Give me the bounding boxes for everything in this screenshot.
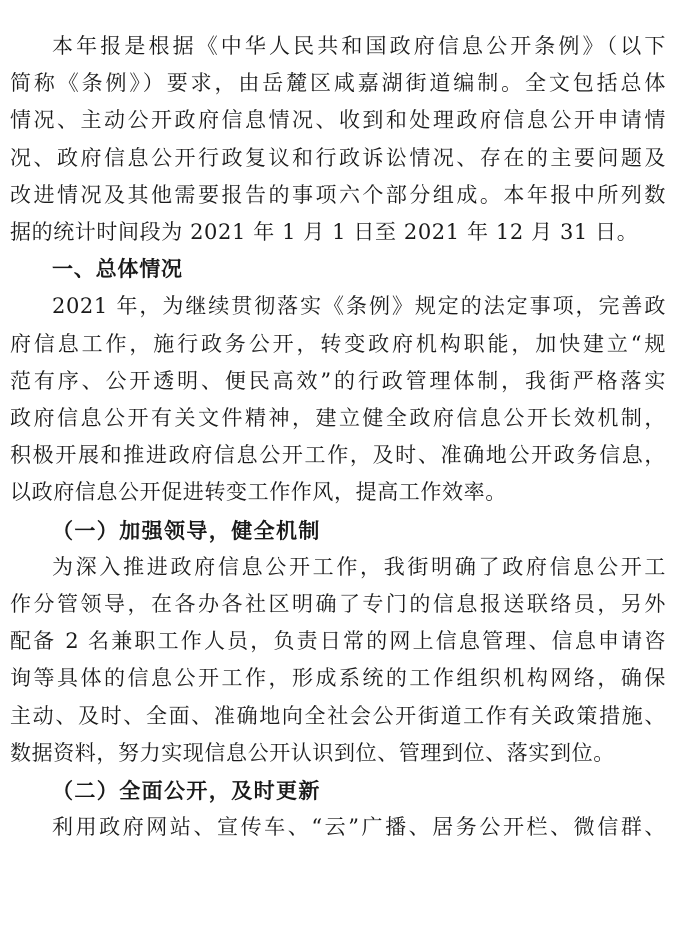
paragraph-intro — [10, 28, 666, 251]
text-line: 府信息工作，施行政务公开，转变政府机构职能，加快建立“规 — [10, 331, 666, 356]
text-line: 况、政府信息公开行政复议和行政诉讼情况、存在的主要问题及 — [10, 145, 666, 170]
text-line: 改进情况及其他需要报告的事项六个部分组成。本年报中所列数 — [10, 182, 666, 207]
subsection-heading-leadership: （一）加强领导，健全机制 — [52, 517, 321, 543]
paragraph-disclosure — [10, 809, 666, 846]
text-line: 利用政府网站、宣传车、“云”广播、居务公开栏、微信群、 — [52, 815, 666, 840]
subsection-heading-disclosure: （二）全面公开，及时更新 — [52, 778, 321, 804]
text-line: 2021 年，为继续贯彻落实《条例》规定的法定事项，完善政 — [52, 294, 666, 319]
paragraph-leadership — [10, 549, 666, 772]
text-line: 据的统计时间段为 2021 年 1 月 1 日至 2021 年 12 月 31 日。 — [10, 220, 639, 245]
text-line: 本年报是根据《中华人民共和国政府信息公开条例》（以下 — [52, 34, 666, 58]
text-line: 情况、主动公开政府信息情况、收到和处理政府信息公开申请情 — [10, 108, 666, 133]
text-line: 以政府信息公开促进转变工作作风，提高工作效率。 — [10, 480, 507, 505]
text-line: 政府信息公开有关文件精神，建立健全政府信息公开长效机制， — [10, 406, 666, 431]
text-line: 作分管领导，在各办各社区明确了专门的信息报送联络员，另外 — [10, 592, 666, 617]
text-line: 询等具体的信息公开工作，形成系统的工作组织机构网络，确保 — [10, 666, 666, 691]
text-line: 简称《条例》）要求，由岳麓区咸嘉湖街道编制。全文包括总体 — [10, 71, 666, 96]
text-line: 主动、及时、全面、准确地向全社会公开街道工作有关政策措施、 — [10, 703, 666, 728]
text-line: 配备 2 名兼职工作人员，负责日常的网上信息管理、信息申请咨 — [10, 629, 666, 654]
paragraph-overview — [10, 288, 666, 511]
text-line: 数据资料，努力实现信息公开认识到位、管理到位、落实到位。 — [10, 740, 615, 765]
text-line: 为深入推进政府信息公开工作，我街明确了政府信息公开工 — [52, 554, 666, 579]
text-line: 积极开展和推进政府信息公开工作，及时、准确地公开政务信息， — [10, 443, 666, 468]
text-line: 范有序、公开透明、便民高效”的行政管理体制，我街严格落实 — [10, 368, 666, 393]
section-heading-overview: 一、总体情况 — [52, 257, 183, 282]
